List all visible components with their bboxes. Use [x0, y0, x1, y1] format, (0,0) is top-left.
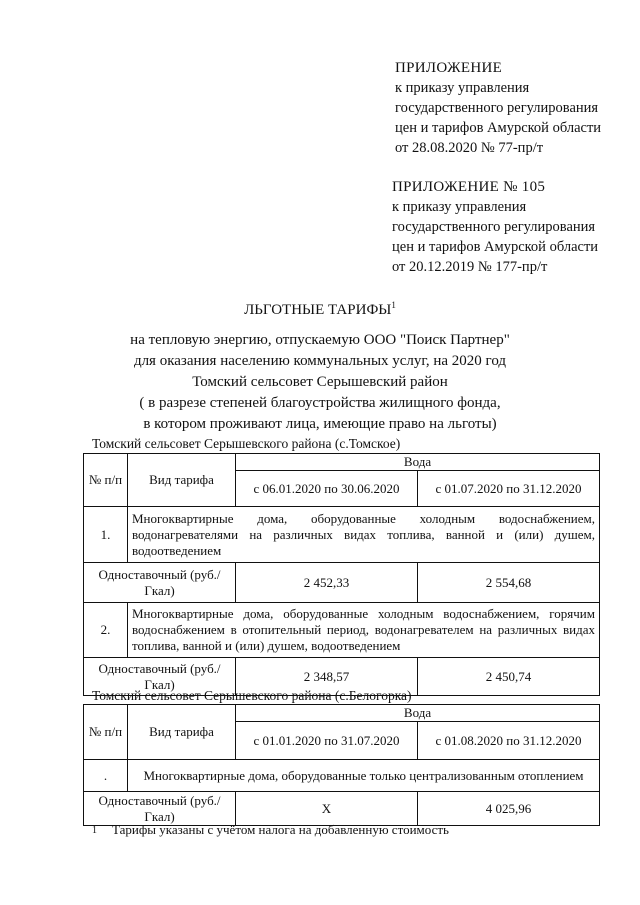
header-period: с 01.01.2020 по 31.07.2020 — [236, 722, 418, 760]
footnote-text: Тарифы указаны с учётом налога на добавленную стоимость — [112, 822, 449, 837]
row-tariff-type: Одноставочный (руб./Гкал) — [84, 563, 236, 603]
header-tariff-type: Вид тарифа — [128, 705, 236, 760]
table-row — [84, 454, 600, 471]
subtitle-line: в котором проживают лица, имеющие право на льготы) — [143, 416, 497, 432]
appendix-2-line: цен и тарифов Амурской области — [392, 239, 599, 255]
header-group-water: Вода — [236, 705, 600, 722]
title-footnote-mark: 1 — [391, 300, 396, 310]
row-num: . — [84, 760, 128, 792]
header-num: № п/п — [84, 454, 128, 507]
row-value: 2 450,74 — [418, 658, 600, 696]
header-period: с 01.08.2020 по 31.12.2020 — [418, 722, 600, 760]
table-row — [84, 792, 600, 826]
row-value: 2 452,33 — [236, 563, 418, 603]
table-2-caption: Томский сельсовет Серышевского района (с.Белогорка) — [92, 688, 412, 703]
table-row — [84, 563, 600, 603]
row-value: 2 348,57 — [236, 658, 418, 696]
document-subtitle — [0, 330, 640, 435]
appendix-block-1 — [395, 58, 601, 158]
subtitle-line: ( в разрезе степеней благоустройства жилищного фонда, — [139, 395, 501, 411]
header-period: с 06.01.2020 по 30.06.2020 — [236, 471, 418, 507]
appendix-1-line: государственного регулирования — [395, 100, 599, 116]
appendix-1-line: к приказу управления — [395, 80, 530, 96]
document-title — [0, 300, 640, 319]
subtitle-line: на тепловую энергию, отпускаемую ООО "Поиск Партнер" — [130, 332, 510, 348]
tariff-table-2 — [83, 704, 600, 826]
appendix-1-heading: ПРИЛОЖЕНИЕ — [395, 60, 503, 76]
header-group-water: Вода — [236, 454, 600, 471]
appendix-2-line: к приказу управления — [392, 199, 527, 215]
appendix-2-line: от 20.12.2019 № 177-пр/т — [392, 259, 548, 275]
table-1-caption: Томский сельсовет Серышевского района (с.Томское) — [92, 436, 401, 451]
subtitle-line: для оказания населению коммунальных услуг, на 2020 год — [133, 353, 507, 369]
row-value: Х — [236, 792, 418, 826]
appendix-2-heading: ПРИЛОЖЕНИЕ № 105 — [392, 179, 546, 195]
row-description: Многоквартирные дома, оборудованные холодным водоснабжением, водонагревателями на различных видах топлива, ванной и (или) душем, водоотведением — [128, 507, 600, 563]
document-title-text: ЛЬГОТНЫЕ ТАРИФЫ — [244, 302, 392, 318]
row-description: Многоквартирные дома, оборудованные только централизованным отоплением — [128, 760, 600, 792]
table-row — [84, 705, 600, 722]
row-num: 1. — [84, 507, 128, 563]
footnote-mark: 1 — [92, 825, 97, 836]
header-num: № п/п — [84, 705, 128, 760]
table-row — [84, 760, 600, 792]
row-tariff-type: Одноставочный (руб./Гкал) — [84, 792, 236, 826]
appendix-2-line: государственного регулирования — [392, 219, 596, 235]
row-value: 4 025,96 — [418, 792, 600, 826]
table-row — [84, 603, 600, 658]
appendix-block-2 — [392, 177, 598, 277]
row-num: 2. — [84, 603, 128, 658]
header-tariff-type: Вид тарифа — [128, 454, 236, 507]
row-tariff-type: Одноставочный (руб./Гкал) — [84, 658, 236, 696]
appendix-1-line: цен и тарифов Амурской области — [395, 120, 602, 136]
table-row — [84, 507, 600, 563]
tariff-table-1 — [83, 453, 600, 696]
appendix-1-line: от 28.08.2020 № 77-пр/т — [395, 140, 544, 156]
row-description: Многоквартирные дома, оборудованные холодным водоснабжением, горячим водоснабжением в отопительный период, водонагревателем на различных видах топлива, ванной и (или) душем, водоотведением — [128, 603, 600, 658]
row-value: 2 554,68 — [418, 563, 600, 603]
header-period: с 01.07.2020 по 31.12.2020 — [418, 471, 600, 507]
subtitle-line: Томский сельсовет Серышевский район — [192, 374, 448, 390]
